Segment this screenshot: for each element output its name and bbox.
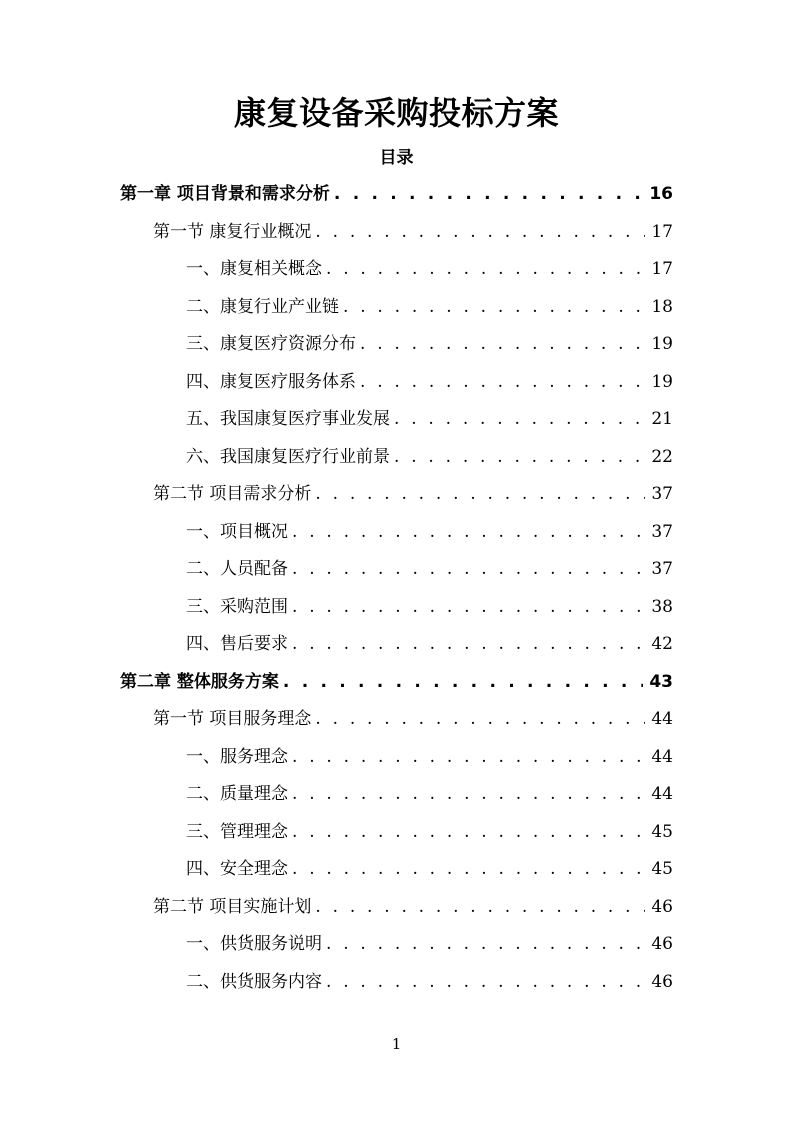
toc-dot-leader <box>343 296 645 318</box>
toc-heading: 目录 <box>379 148 414 168</box>
toc-dot-leader <box>334 183 643 205</box>
toc-entry-page: 22 <box>651 446 673 467</box>
toc-entry-label: 二、康复行业产业链 <box>186 296 339 317</box>
toc-entry[interactable] <box>153 213 673 243</box>
toc-entry-page: 17 <box>651 259 673 279</box>
toc-entry-page: 19 <box>651 371 673 392</box>
toc-entry-label: 第二章 整体服务方案 <box>120 671 279 692</box>
toc-dot-leader <box>326 971 645 993</box>
toc-entry-page: 42 <box>651 634 673 654</box>
toc-entry-page: 18 <box>651 296 673 317</box>
toc-entry[interactable] <box>186 363 673 393</box>
toc-entry[interactable] <box>186 813 673 843</box>
toc-entry-label: 第二节 项目需求分析 <box>153 484 312 504</box>
toc-entry[interactable] <box>186 513 673 543</box>
toc-entry-label: 三、康复医疗资源分布 <box>186 334 356 354</box>
toc-entry-page: 43 <box>649 671 673 692</box>
toc-entry-page: 46 <box>651 934 673 954</box>
toc-entry[interactable] <box>186 400 673 430</box>
toc-entry-page: 38 <box>651 596 673 617</box>
toc-entry-label: 第一章 项目背景和需求分析 <box>120 184 330 204</box>
toc-dot-leader <box>360 371 645 393</box>
toc-entry-page: 44 <box>651 709 673 729</box>
toc-entry-label: 一、康复相关概念 <box>186 259 322 279</box>
toc-entry-page: 44 <box>651 784 673 804</box>
toc-entry[interactable] <box>186 550 673 580</box>
toc-dot-leader <box>315 221 645 243</box>
toc-entry-label: 一、项目概况 <box>186 521 288 542</box>
toc-entry-label: 一、服务理念 <box>186 746 288 767</box>
toc-entry-label: 第一节 康复行业概况 <box>153 221 312 242</box>
toc-entry-label: 二、质量理念 <box>186 784 288 804</box>
toc-entry[interactable] <box>186 588 673 618</box>
toc-entry-page: 37 <box>651 559 673 579</box>
toc-entry[interactable] <box>186 925 673 955</box>
toc-dot-leader <box>292 633 645 655</box>
toc-dot-leader <box>315 483 645 505</box>
toc-entry-page: 19 <box>651 334 673 354</box>
toc-entry-label: 三、管理理念 <box>186 821 288 842</box>
toc-entry[interactable] <box>120 663 673 693</box>
toc-entry-label: 六、我国康复医疗行业前景 <box>186 446 390 467</box>
toc-dot-leader <box>292 558 645 580</box>
toc-entry[interactable] <box>186 738 673 768</box>
toc-entry-label: 第二节 项目实施计划 <box>153 896 312 917</box>
toc-entry[interactable] <box>186 775 673 805</box>
toc-dot-leader <box>326 258 645 280</box>
page-number: 1 <box>391 1035 402 1053</box>
toc-entry-page: 17 <box>651 221 673 242</box>
toc-entry-label: 第一节 项目服务理念 <box>153 709 312 729</box>
toc-entry[interactable] <box>186 850 673 880</box>
toc-dot-leader <box>394 408 645 430</box>
toc-entry-label: 四、安全理念 <box>186 859 288 879</box>
toc-entry-label: 一、供货服务说明 <box>186 934 322 954</box>
toc-entry-label: 三、采购范围 <box>186 596 288 617</box>
document-title: 康复设备采购投标方案 <box>233 94 559 132</box>
toc-entry[interactable] <box>153 888 673 918</box>
toc-entry-label: 四、康复医疗服务体系 <box>186 371 356 392</box>
toc-entry[interactable] <box>186 963 673 993</box>
toc-entry[interactable] <box>153 475 673 505</box>
toc-dot-leader <box>292 821 645 843</box>
toc-entry-page: 46 <box>651 971 673 992</box>
toc-entry-label: 二、人员配备 <box>186 559 288 579</box>
toc-entry-page: 37 <box>651 521 673 542</box>
toc-entry[interactable] <box>186 438 673 468</box>
toc-dot-leader <box>292 521 645 543</box>
toc-entry-label: 五、我国康复医疗事业发展 <box>186 409 390 429</box>
toc-entry[interactable] <box>186 325 673 355</box>
toc-entry-page: 45 <box>651 859 673 879</box>
toc-dot-leader <box>292 858 645 880</box>
toc-entry-page: 44 <box>651 746 673 767</box>
toc-dot-leader <box>292 783 645 805</box>
toc-entry-page: 46 <box>651 896 673 917</box>
toc-dot-leader <box>326 933 645 955</box>
toc-dot-leader <box>292 596 645 618</box>
toc-dot-leader <box>292 746 645 768</box>
toc-entry-label: 四、售后要求 <box>186 634 288 654</box>
toc-entry-label: 二、供货服务内容 <box>186 971 322 992</box>
toc-entry[interactable] <box>153 700 673 730</box>
toc-entry[interactable] <box>186 250 673 280</box>
toc-dot-leader <box>315 708 645 730</box>
toc-entry-page: 45 <box>651 821 673 842</box>
toc-dot-leader <box>394 446 645 468</box>
toc-entry[interactable] <box>186 288 673 318</box>
toc-dot-leader <box>283 671 643 693</box>
toc-dot-leader <box>315 896 645 918</box>
toc-dot-leader <box>360 333 645 355</box>
toc-entry[interactable] <box>186 625 673 655</box>
toc-entry-page: 16 <box>649 184 673 204</box>
toc-entry-page: 21 <box>651 409 673 429</box>
toc-entry-page: 37 <box>651 484 673 504</box>
toc-entry[interactable] <box>120 175 673 205</box>
